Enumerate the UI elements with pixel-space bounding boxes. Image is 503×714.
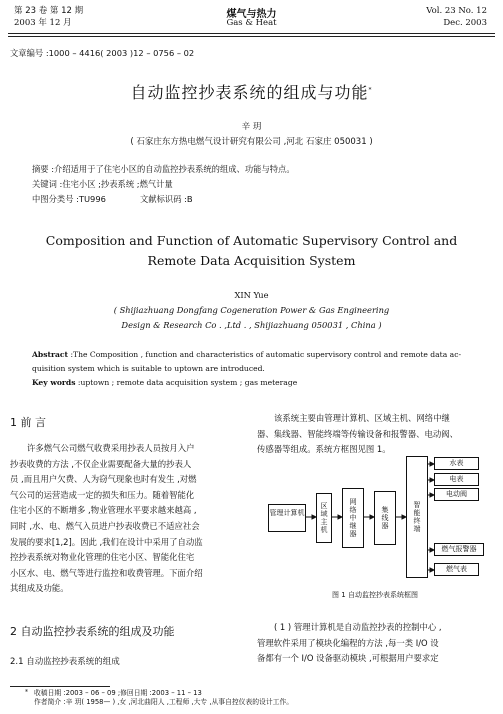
paper-title-en-line1: Composition and Function of Automatic Supervisory Control and	[45, 233, 458, 248]
footnote-author-bio: 作者简介 :辛 玥( 1958— ) ,女 ,河北曲阳人 ,工程师 ,大专 ,从事自控仪表的设计工作。	[34, 698, 294, 706]
section-1-line: 小区水、电、燃气等进行监控和收费管理。下面介绍	[10, 567, 203, 578]
footnote-rule	[10, 686, 110, 687]
intro-line: 传感器等组成。系统方框图见图 1。	[257, 444, 391, 455]
header-rule-thin	[8, 36, 495, 37]
hub-box: 集线器	[374, 491, 396, 545]
journal-volume-issue: 第 23 卷 第 12 期	[14, 6, 84, 16]
abstract-cn: 摘要 :介绍适用于了住宅小区的自动监控抄表系统的组成、功能与特点。	[32, 164, 295, 174]
electric-valve-box: 电动阀	[434, 488, 479, 501]
journal-volume-en: Vol. 23 No. 12	[426, 6, 487, 16]
footnote-received-date: 收稿日期 :2003 – 06 – 09 ;修回日期 :2003 – 11 – 13	[34, 689, 202, 697]
section-1-line: 许多燃气公司燃气收费采用抄表人员按月入户	[27, 443, 195, 453]
abstract-en-line1: Abstract :The Composition , function and characteristics of automatic supervisory control and remote data ac-	[32, 350, 462, 359]
section-2-heading: 2 自动监控抄表系统的组成及功能	[10, 625, 175, 638]
abstract-en-line2: quisition system which is suitable to uptown are introduced.	[32, 364, 265, 373]
intro-line: 该系统主要由管理计算机、区域主机、网络中继	[274, 413, 450, 423]
journal-date-en: Dec. 2003	[443, 18, 487, 28]
section-1-line: 同时 ,水、电、燃气入员进户抄表收费已不适应社会	[10, 520, 200, 531]
author-en: XIN Yue	[234, 290, 269, 300]
smart-terminal-box: 智能终端	[406, 456, 428, 578]
paper-title-cn: 自动监控抄表系统的组成与功能*	[130, 83, 373, 102]
affiliation-cn: ( 石家庄东方热电燃气设计研究有限公司 ,河北 石家庄 050031 )	[130, 137, 373, 147]
section-2-1-heading: 2.1 自动监控抄表系统的组成	[10, 657, 120, 667]
journal-name-en: Gas & Heat	[226, 18, 277, 28]
document-code: 文献标识码 :B	[140, 194, 193, 204]
section-1-line: 其组成及功能。	[10, 583, 69, 594]
paper-title-en-line2: Remote Data Acquisition System	[147, 253, 356, 268]
keywords-en-label: Key words	[32, 378, 76, 387]
section-1-body	[10, 441, 246, 597]
title-footnote-mark: *	[368, 86, 373, 94]
management-computer-box: 管理计算机	[268, 504, 306, 532]
keywords-cn: 关键词 :住宅小区 ;抄表系统 ;燃气计量	[32, 179, 173, 189]
abstract-en-label: Abstract	[32, 350, 69, 359]
article-number: 文章编号 :1000 – 4416( 2003 )12 – 0756 – 02	[10, 48, 195, 58]
journal-date-cn: 2003 年 12 月	[14, 18, 72, 28]
section-1-line: 控抄表系统对物业化管理的住宅小区、智能化住宅	[10, 552, 195, 563]
figure-1-caption: 图 1 自动监控抄表系统框图	[332, 591, 418, 599]
header-rule	[8, 33, 495, 34]
keywords-en: Key words :uptown ; remote data acquisition system ; gas meterage	[32, 378, 298, 387]
gas-meter-box: 燃气表	[434, 563, 479, 576]
paragraph-line: ( 1 ) 管理计算机是自动监控抄表的控制中心 ,	[274, 622, 442, 632]
author-cn: 辛 玥	[241, 122, 262, 132]
section-1-line: 气公司的运营造成一定的损失和压力。随着智能化	[10, 489, 195, 500]
journal-name-cn: 煤气与热力	[226, 9, 277, 20]
section-1-line: 抄表收费的方法 ,不仅企业需要配备大量的抄表人	[10, 458, 192, 469]
footnote-mark: *	[25, 689, 28, 696]
intro-line: 器、集线器、智能终端等传输设备和报警器、电动阀、	[257, 428, 458, 439]
section-1-line: 员 ,而且用户欠费、人为窃气现象也时有发生 ,对燃	[10, 474, 197, 485]
section-1-line: 住宅小区的不断增多 ,物业管理水平要求越来越高 ,	[10, 505, 197, 516]
management-computer-paragraph	[257, 620, 493, 667]
electric-meter-box: 电表	[434, 473, 479, 486]
regional-host-box: 区域主机	[316, 493, 332, 543]
gas-alarm-box: 燃气报警器	[434, 543, 484, 556]
section-1-line: 发展的要求[1,2]。因此 ,我们在设计中采用了自动监	[10, 536, 203, 547]
system-intro	[257, 411, 493, 458]
network-relay-box: 网络中继器	[342, 488, 364, 548]
affiliation-en-line2: Design & Research Co . ,Ltd . , Shijiazhuang 050031 , China )	[121, 320, 382, 330]
water-meter-box: 水表	[434, 457, 479, 470]
classification-number: 中图分类号 :TU996	[32, 194, 106, 204]
paragraph-line: 备都有一个 I/O 设备驱动模块 ,可根据用户要求定	[257, 653, 439, 664]
section-1-heading: 1 前 言	[10, 416, 46, 429]
paragraph-line: 管理软件采用了模块化编程的方法 ,每一类 I/O 设	[257, 637, 439, 648]
affiliation-en-line1: ( Shijiazhuang Dongfang Cogeneration Power & Gas Engineering	[113, 305, 390, 315]
